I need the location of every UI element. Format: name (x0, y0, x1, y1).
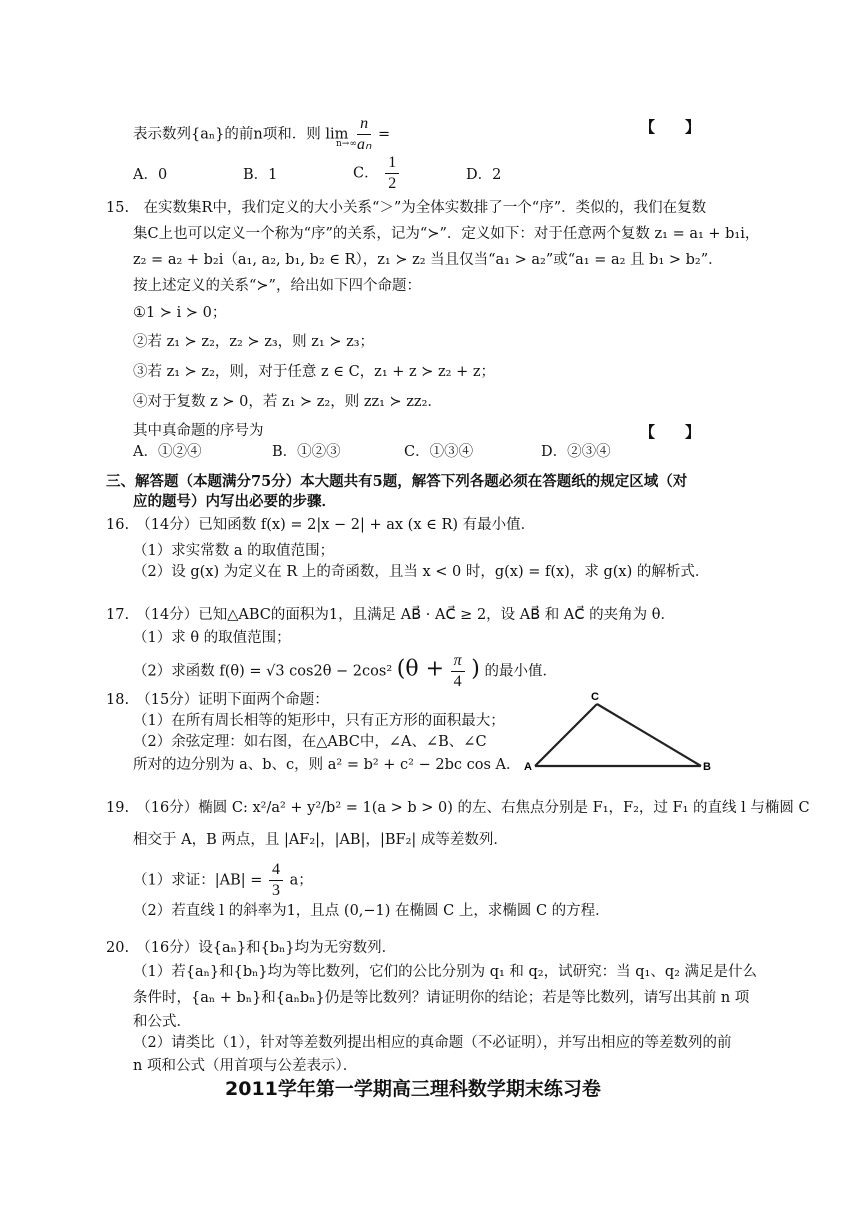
q15-proposition-3: ③若 z₁ ≻ z₂，则，对于任意 z ∈ C，z₁ + z ≻ z₂ + z； (133, 364, 495, 380)
q14-option-b: B．1 (243, 167, 278, 183)
q19-line-4: （2）若直线 l 的斜率为1，且点 (0,−1) 在椭圆 C 上，求椭圆 C 的方程． (133, 903, 610, 919)
q20-line-2: （1）若{aₙ}和{bₙ}均为等比数列，它们的公比分别为 q₁ 和 q₂，试研究：当 q₁、q₂ 满足是什么 (133, 964, 758, 980)
q18-line-4: 所对的边分别为 a、b、c，则 a² = b² + c² − 2bc cos A． (133, 757, 521, 773)
q15-proposition-2: ②若 z₁ ≻ z₂，z₂ ≻ z₃，则 z₁ ≻ z₃； (133, 334, 375, 350)
q20-line-6: n 项和公式（用首项与公差表示）． (133, 1058, 358, 1074)
q15-line-1: 15. 在实数集R中，我们定义的大小关系“＞”为全体实数排了一个“序”．类似的，我们在复数 (106, 200, 707, 216)
q14-lim-subscript: n→∞ (336, 139, 357, 149)
vertex-label-b: B (703, 761, 711, 773)
q16-line-3: （2）设 g(x) 为定义在 R 上的奇函数，且当 x < 0 时，g(x) = f(x)，求 g(x) 的解析式． (133, 564, 710, 580)
q15-option-d: D．②③④ (541, 444, 611, 460)
q14-option-a: A．0 (133, 167, 168, 183)
section3-heading-line-1: 三、解答题（本题满分75分）本大题共有5题，解答下列各题必须在答题纸的规定区域（对 (106, 473, 688, 490)
q14-fraction: $\frac{n}{\text{aₙ}}$ (356, 115, 372, 153)
vertex-label-a: A (524, 761, 532, 773)
q15-proposition-1: ①1 ≻ i ≻ 0； (133, 305, 227, 321)
q19-line-3: （1）求证：|AB| = $\frac{4}{3}$ a； (133, 861, 313, 899)
q18-line-2: （1）在所有周长相等的矩形中，只有正方形的面积最大； (133, 713, 505, 729)
q14-text: 表示数列{aₙ}的前n项和．则 lim $\frac{n}{\text{aₙ}}$ = (133, 115, 391, 153)
q16-line-2: （1）求实常数 a 的取值范围； (133, 543, 335, 559)
q15-option-c: C．①③④ (404, 444, 474, 460)
q19-line-1: 19. （16分）椭圆 C: x²/a² + y²/b² = 1(a > b > 0) 的左、右焦点分别是 F₁，F₂，过 F₁ 的直线 l 与椭圆 C (106, 800, 810, 816)
q20-line-5: （2）请类比（1），针对等差数列提出相应的真命题（不必证明），并写出相应的等差数列的前 (133, 1035, 732, 1051)
q17-line-2: （1）求 θ 的取值范围； (133, 630, 291, 646)
triangle-abc-figure (523, 686, 713, 774)
q15-proposition-4: ④对于复数 z ≻ 0，若 z₁ ≻ z₂，则 zz₁ ≻ zz₂． (133, 394, 442, 410)
q20-line-4: 和公式． (133, 1014, 191, 1030)
q15-option-a: A．①②④ (133, 444, 202, 460)
q20-line-1: 20. （16分）设{aₙ}和{bₙ}均为无穷数列． (106, 940, 397, 956)
q15-line-3: z₂ = a₂ + b₂i（a₁, a₂, b₁, b₂ ∈ R），z₁ ≻ z₂ 当且仅当“a₁ > a₂”或“a₁ = a₂ 且 b₁ > b₂”． (133, 252, 723, 268)
q14-option-c: C． $\frac{1}{2}$ (353, 153, 401, 194)
q14-option-d: D．2 (466, 167, 502, 183)
q14-answer-bracket: 【 】 (640, 118, 701, 136)
side-ac (535, 704, 597, 766)
q19-line-2: 相交于 A，B 两点，且 |AF₂|，|AB|，|BF₂| 成等差数列． (133, 832, 508, 848)
q20-line-3: 条件时，{aₙ + bₙ}和{aₙbₙ}仍是等比数列？请证明你的结论；若是等比数列，请写出其前 n 项 (133, 990, 750, 1006)
section3-heading-line-2: 应的题号）内写出必要的步骤． (133, 493, 336, 510)
q15-line-4: 按上述定义的关系“≻”，给出如下四个命题： (133, 278, 421, 294)
q17-line-3: （2）求函数 f(θ) = √3 cos2θ − 2cos² (θ + $\frac{\pi}{4}$ ) 的最小值． (133, 652, 557, 690)
vertex-label-c: C (591, 691, 599, 703)
exam-title: 2011学年第一学期高三理科数学期末练习卷 (225, 1078, 601, 1100)
q16-line-1: 16. （14分）已知函数 f(x) = 2|x − 2| + ax (x ∈ R) 有最小值． (106, 517, 536, 533)
q18-line-1: 18. （15分）证明下面两个命题： (106, 692, 329, 708)
q17-line-1: 17. （14分）已知△ABC的面积为1，且满足 AB⃗ · AC⃗ ≥ 2，设 AB⃗ 和 AC⃗ 的夹角为 θ． (106, 607, 675, 623)
q15-answer-bracket: 【 】 (640, 423, 701, 441)
q18-line-3: （2）余弦定理：如右图，在△ABC中，∠A、∠B、∠C (133, 734, 487, 750)
q15-line-5: 其中真命题的序号为 (133, 423, 264, 439)
q15-line-2: 集C上也可以定义一个称为“序”的关系，记为“≻”．定义如下：对于任意两个复数 z₁ = a₁ + b₁i， (133, 226, 760, 242)
q15-option-b: B．①②③ (272, 444, 341, 460)
side-bc (597, 704, 701, 766)
